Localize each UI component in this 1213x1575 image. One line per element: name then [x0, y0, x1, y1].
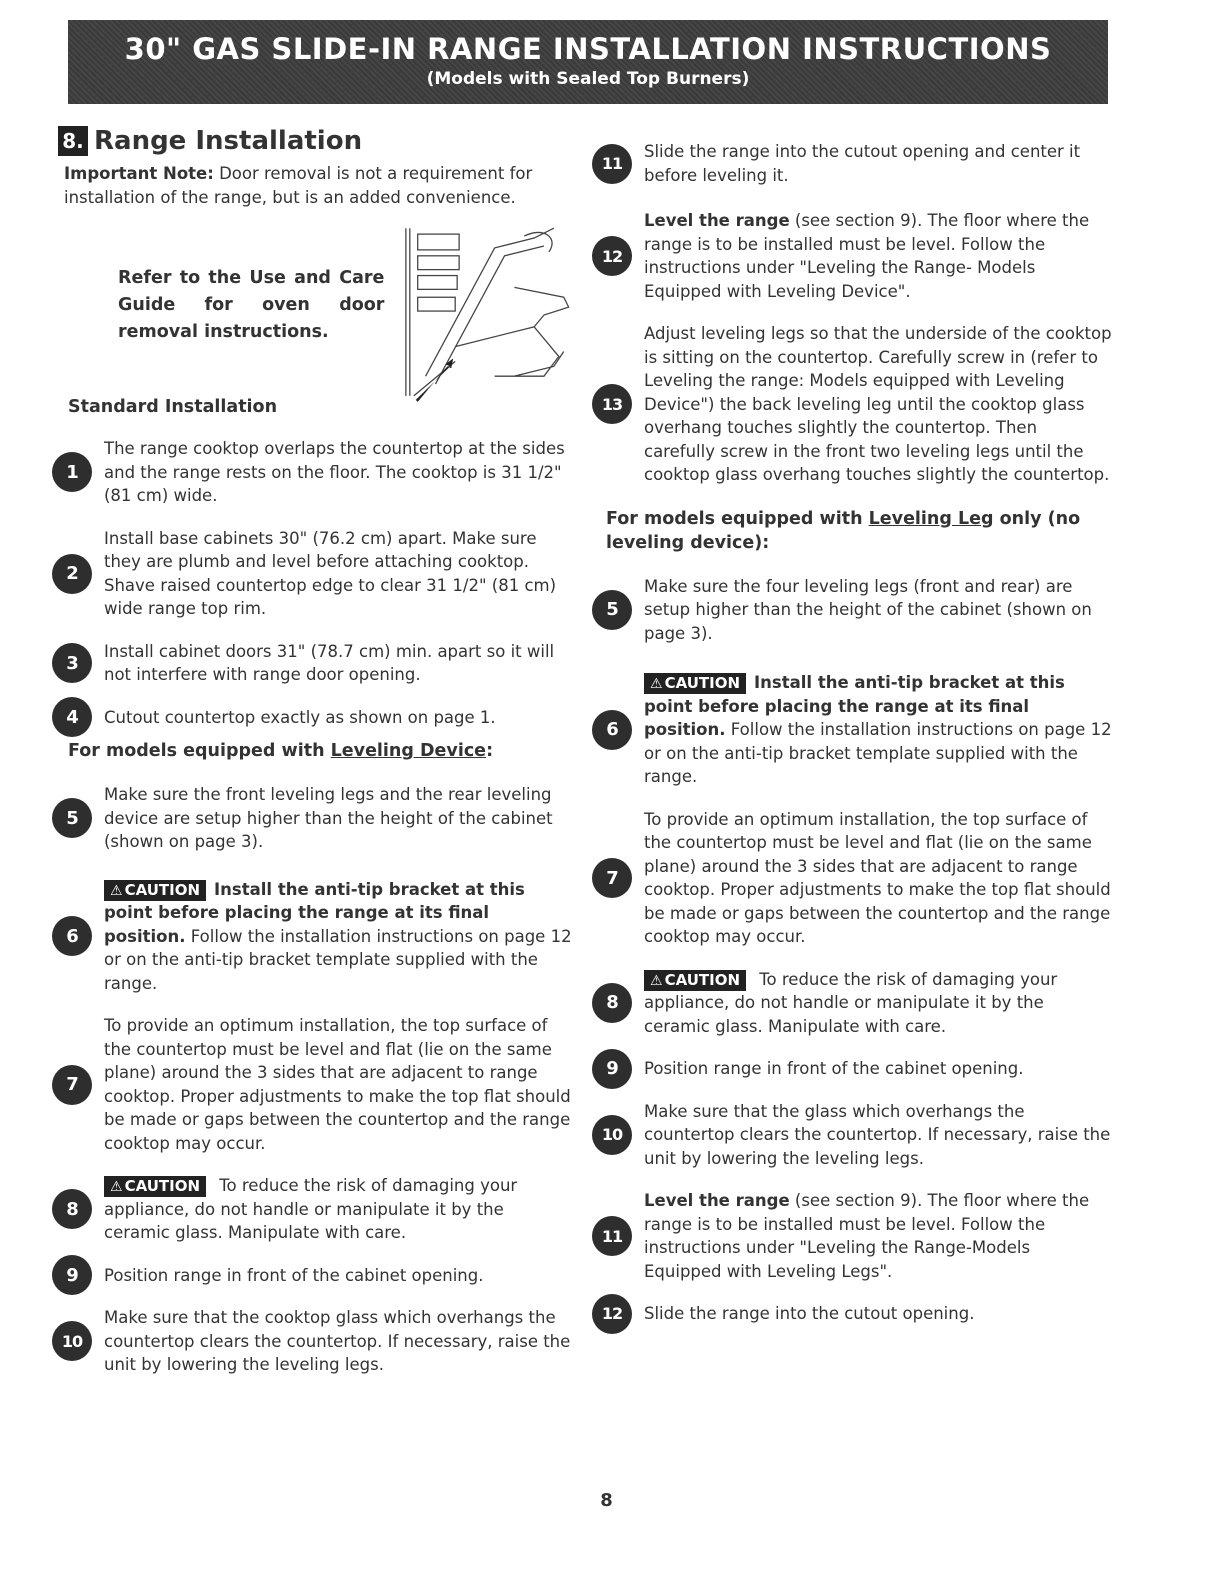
step-text: Cutout countertop exactly as shown on page 1.	[104, 707, 496, 727]
right-column	[592, 140, 1112, 1345]
important-label: Important Note:	[64, 164, 214, 183]
heading-underline: Leveling Leg	[868, 508, 994, 529]
step-7-b	[592, 808, 1112, 949]
step-13	[592, 322, 1112, 487]
step-number-badge: 2	[52, 554, 92, 594]
step-7	[52, 1014, 574, 1155]
caution-badge	[644, 673, 746, 694]
step-number-badge: 10	[592, 1115, 632, 1155]
step-text	[644, 968, 1112, 1039]
step-9	[52, 1264, 574, 1288]
step-number-badge: 12	[592, 236, 632, 276]
step-number-badge: 6	[52, 916, 92, 956]
page-banner	[68, 20, 1108, 104]
left-column	[52, 120, 574, 1396]
step-number-badge: 4	[52, 697, 92, 737]
step-number-badge: 3	[52, 643, 92, 683]
step-number-badge: 11	[592, 1216, 632, 1256]
section-title	[58, 126, 574, 156]
step-body-text: (see section 9). The floor where the range is to be installed must be level. Follow the instructions under "Leveling the Range-Models Equipped with Leveling Legs".	[644, 1191, 1090, 1281]
step-text: Make sure the four leveling legs (front and rear) are setup higher than the height of the cabinet (shown on page 3).	[644, 576, 1092, 643]
step-body-text: Follow the installation instructions on page 12 or on the anti-tip bracket template supplied with the range.	[644, 720, 1112, 786]
step-5	[52, 783, 574, 854]
leveling-device-heading	[68, 739, 574, 763]
step-11-a	[592, 140, 1112, 187]
step-6-b	[592, 671, 1112, 789]
caution-label: CAUTION	[124, 880, 201, 899]
caution-badge	[104, 1176, 206, 1197]
step-number-badge: 1	[52, 452, 92, 492]
step-9-b	[592, 1057, 1112, 1081]
step-number-badge: 8	[592, 983, 632, 1023]
section-number-badge: 8.	[58, 126, 88, 156]
caution-badge	[104, 880, 206, 901]
step-6	[52, 878, 574, 996]
step-8-b	[592, 968, 1112, 1039]
step-bold-text: Level the range	[644, 1191, 790, 1210]
step-5-b	[592, 575, 1112, 646]
leveling-leg-heading	[606, 507, 1112, 555]
step-number-badge: 9	[52, 1255, 92, 1295]
step-text: Position range in front of the cabinet opening.	[644, 1059, 1024, 1078]
step-number-badge: 12	[592, 1294, 632, 1334]
step-10-b	[592, 1100, 1112, 1171]
step-bold-text: Level the range	[644, 211, 790, 230]
step-text: The range cooktop overlaps the countertop at the sides and the range rests on the floor. The cooktop is 31 1/2" (81 cm) wide.	[104, 439, 565, 505]
step-body-text: To reduce the risk of damaging your appliance, do not handle or manipulate it by the ceramic glass. Manipulate with care.	[104, 1176, 518, 1242]
step-12-a	[592, 209, 1112, 303]
step-12-b	[592, 1302, 1112, 1326]
step-text: Make sure that the cooktop glass which overhangs the countertop clears the countertop. If necessary, raise the unit by lowering the leveling legs.	[104, 1308, 571, 1374]
step-3	[52, 640, 574, 687]
standard-installation-heading: Standard Installation	[68, 397, 278, 417]
step-body-text: To reduce the risk of damaging your appliance, do not handle or manipulate it by the ceramic glass. Manipulate with care.	[644, 969, 1058, 1036]
step-text	[644, 1189, 1112, 1283]
banner-subtitle: (Models with Sealed Top Burners)	[426, 69, 750, 89]
step-text: Install base cabinets 30" (76.2 cm) apart. Make sure they are plumb and level before attaching cooktop. Shave raised countertop edge to clear 31 1/2" (81 cm) wide range top rim.	[104, 528, 557, 618]
step-text: Position range in front of the cabinet opening.	[104, 1265, 484, 1285]
step-number-badge: 9	[592, 1049, 632, 1089]
step-text	[104, 878, 574, 996]
banner-title: 30" GAS SLIDE-IN RANGE INSTALLATION INSTRUCTIONS	[124, 32, 1052, 66]
step-number-badge: 8	[52, 1189, 92, 1229]
heading-underline: Leveling Device	[330, 741, 487, 761]
section-title-text: Range Installation	[94, 126, 363, 156]
step-text: Make sure that the glass which overhangs the countertop clears the countertop. If necessary, raise the unit by lowering the leveling legs.	[644, 1101, 1111, 1168]
step-number-badge: 11	[592, 144, 632, 184]
step-text	[644, 209, 1112, 303]
step-body-text: (see section 9). The floor where the range is to be installed must be level. Follow the instructions under "Leveling the Range- Models Equipped with Leveling Device".	[644, 211, 1090, 301]
important-text: Door removal is not a requirement for installation of the range, but is an added convenience.	[64, 164, 533, 207]
step-number-badge: 13	[592, 384, 632, 424]
step-number-badge: 5	[52, 798, 92, 838]
step-1	[52, 437, 574, 508]
refer-text: Refer to the Use and Care Guide for oven door removal instructions.	[118, 268, 385, 342]
heading-suffix: :	[486, 741, 494, 761]
step-10	[52, 1306, 574, 1377]
step-number-badge: 6	[592, 710, 632, 750]
step-body-text: Follow the installation instructions on page 12 or on the anti-tip bracket template supplied with the range.	[104, 926, 572, 993]
step-text: Adjust leveling legs so that the underside of the cooktop is sitting on the countertop. Carefully screw in (refer to Leveling the range: Models equipped with Leveling Device") the back leveling leg until the cooktop glass overhang touches slightly the countertop. Then carefully screw in the front two leveling legs until the cooktop glass overhang touches slightly the countertop.	[644, 324, 1112, 484]
caution-label: CAUTION	[664, 970, 741, 989]
step-number-badge: 7	[592, 858, 632, 898]
page-number: 8	[600, 1490, 613, 1511]
step-bold-text: Install the anti-tip bracket at this point before placing the range at its final position.	[104, 879, 525, 946]
step-text: To provide an optimum installation, the top surface of the countertop must be level and flat (lie on the same plane) around the 3 sides that are adjacent to range cooktop. Proper adjustments to make the top flat should be made or gaps between the countertop and the range cooktop may occur.	[644, 809, 1111, 946]
step-number-badge: 10	[52, 1321, 92, 1361]
step-text: Install cabinet doors 31" (78.7 cm) min. apart so it will not interfere with range door opening.	[104, 641, 555, 684]
caution-label: CAUTION	[124, 1177, 201, 1195]
step-text: To provide an optimum installation, the top surface of the countertop must be level and flat (lie on the same plane) around the 3 sides that are adjacent to range cooktop. Proper adjustments to make the top flat should be made or gaps between the countertop and the range cooktop may occur.	[104, 1016, 571, 1153]
step-text: Slide the range into the cutout opening.	[644, 1304, 975, 1323]
step-text: Slide the range into the cutout opening and center it before leveling it.	[644, 142, 1081, 185]
step-number-badge: 5	[592, 590, 632, 630]
important-note	[64, 162, 564, 209]
caution-badge	[644, 970, 746, 991]
heading-prefix: For models equipped with	[68, 741, 331, 761]
step-4	[52, 706, 574, 730]
warning-triangle-icon: ⚠	[110, 882, 123, 899]
door-removal-callout	[118, 227, 574, 405]
warning-triangle-icon: ⚠	[110, 1179, 123, 1195]
step-number-badge: 7	[52, 1065, 92, 1105]
step-11-b	[592, 1189, 1112, 1283]
warning-triangle-icon: ⚠	[650, 676, 663, 692]
heading-suffix: only (no leveling device):	[606, 508, 1081, 553]
step-text	[104, 1174, 574, 1245]
heading-prefix: For models equipped with	[606, 508, 869, 529]
step-8	[52, 1174, 574, 1245]
step-bold-text: Install the anti-tip bracket at this point before placing the range at its final position.	[644, 673, 1065, 739]
warning-triangle-icon: ⚠	[650, 972, 663, 989]
step-text: Make sure the front leveling legs and the rear leveling device are setup higher than the height of the cabinet (shown on page 3).	[104, 785, 553, 851]
oven-door-illustration	[396, 227, 574, 405]
caution-label: CAUTION	[664, 674, 741, 692]
step-2	[52, 527, 574, 621]
step-text	[644, 671, 1112, 789]
